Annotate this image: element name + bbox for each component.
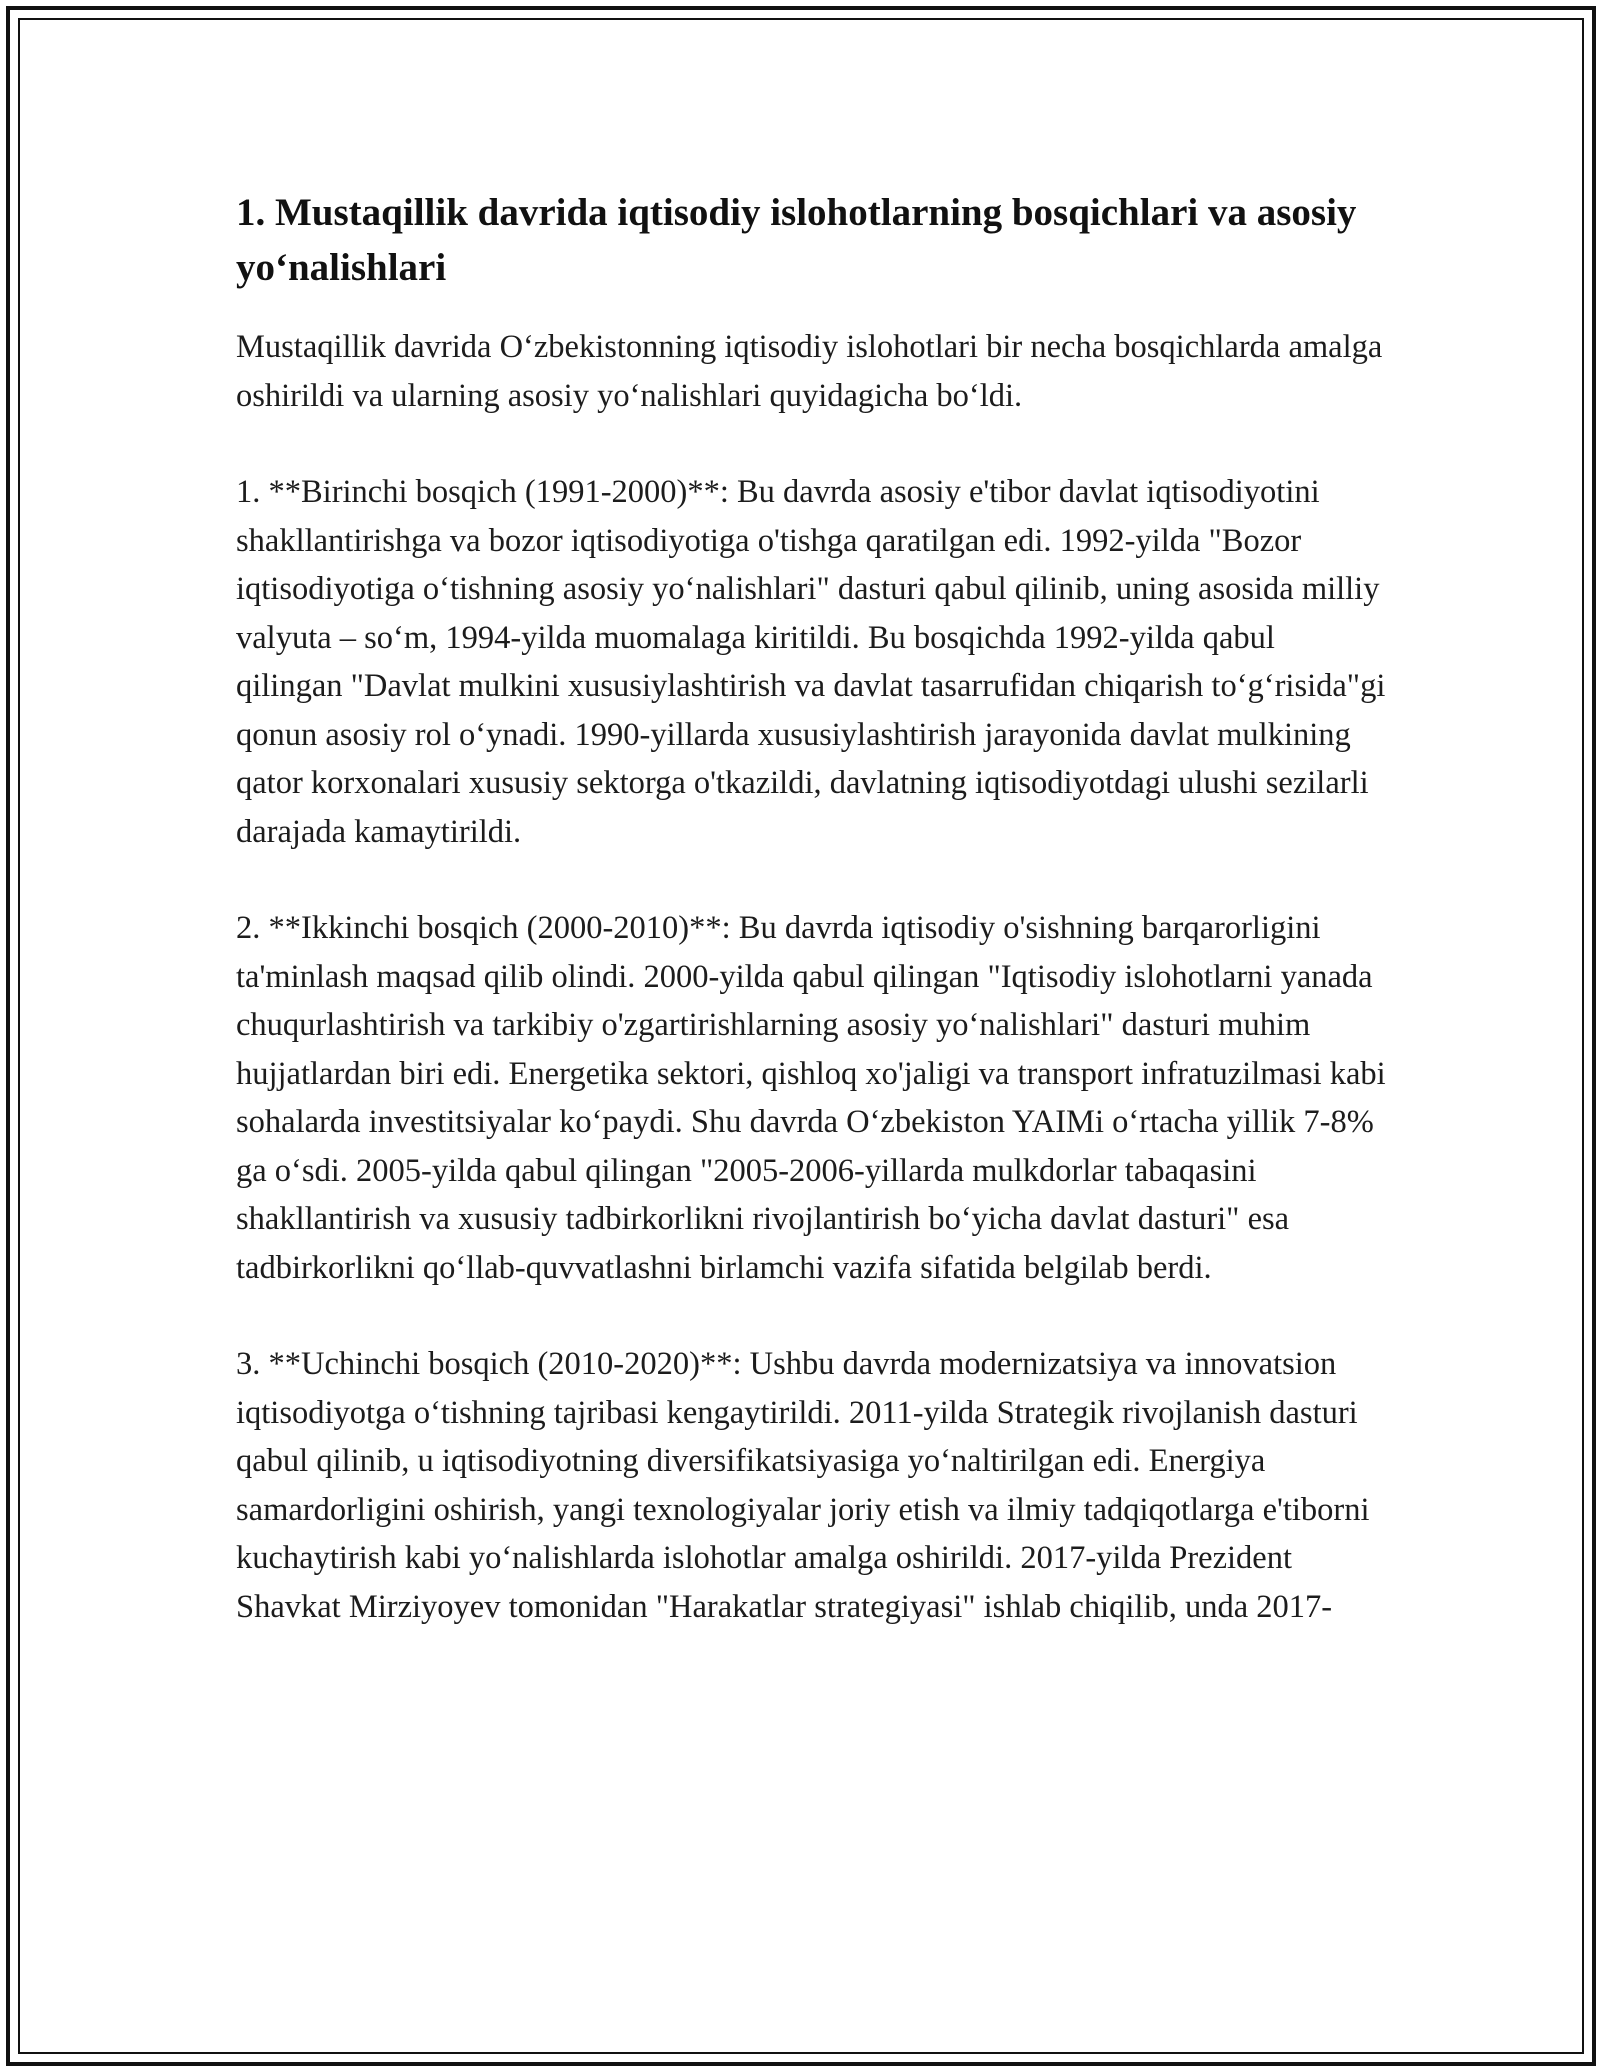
document-body	[236, 185, 1386, 1679]
intro-paragraph: Mustaqillik davrida O‘zbekistonning iqtisodiy islohotlari bir necha bosqichlarda amalga oshirildi va ularning asosiy yo‘nalishlari quyidagicha bo‘ldi.	[236, 329, 1383, 414]
section-heading: 1. Mustaqillik davrida iqtisodiy islohotlarning bosqichlari va asosiy yo‘nalishlari	[236, 191, 1357, 289]
stage-two-paragraph: 2. **Ikkinchi bosqich (2000-2010)**: Bu davrda iqtisodiy o'sishning barqarorligini ta'minlash maqsad qilib olindi. 2000-yilda qabul qilingan "Iqtisodiy islohotlarni yanada chuqurlashtirish va tarkibiy o'zgartirishlarning asosiy yo‘nalishlari" dasturi muhim hujjatlardan biri edi. Energetika sektori, qishloq xo'jaligi va transport infratuzilmasi kabi sohalarda investitsiyalar ko‘paydi. Shu davrda O‘zbekiston YAIMi o‘rtacha yillik 7-8% ga o‘sdi. 2005-yilda qabul qilingan "2005-2006-yillarda mulkdorlar tabaqasini shakllantirish va xususiy tadbirkorlikni rivojlantirish bo‘yicha davlat dasturi" esa tadbirkorlikni qo‘llab-quvvatlashni birlamchi vazifa sifatida belgilab berdi.	[236, 910, 1386, 1286]
stage-three-paragraph: 3. **Uchinchi bosqich (2010-2020)**: Ushbu davrda modernizatsiya va innovatsion iqtisodiyotga o‘tishning tajribasi kengaytirildi. 2011-yilda Strategik rivojlanish dasturi qabul qilinib, u iqtisodiyotning diversifikatsiyasiga yo‘naltirilgan edi. Energiya samardorligini oshirish, yangi texnologiyalar joriy etish va ilmiy tadqiqotlarga e'tiborni kuchaytirish kabi yo‘nalishlarda islohotlar amalga oshirildi. 2017-yilda Prezident Shavkat Mirziyoyev tomonidan "Harakatlar strategiyasi" ishlab chiqilib, unda 2017-	[236, 1346, 1370, 1625]
stage-one-paragraph: 1. **Birinchi bosqich (1991-2000)**: Bu davrda asosiy e'tibor davlat iqtisodiyotini shakllantirishga va bozor iqtisodiyotiga o'tishga qaratilgan edi. 1992-yilda "Bozor iqtisodiyotiga o‘tishning asosiy yo‘nalishlari" dasturi qabul qilinib, uning asosida milliy valyuta – so‘m, 1994-yilda muomalaga kiritildi. Bu bosqichda 1992-yilda qabul qilingan "Davlat mulkini xususiylashtirish va davlat tasarrufidan chiqarish to‘g‘risida"gi qonun asosiy rol o‘ynadi. 1990-yillarda xususiylashtirish jarayonida davlat mulkining qator korxonalari xususiy sektorga o'tkazildi, davlatning iqtisodiyotdagi ulushi sezilarli darajada kamaytirildi.	[236, 474, 1386, 850]
